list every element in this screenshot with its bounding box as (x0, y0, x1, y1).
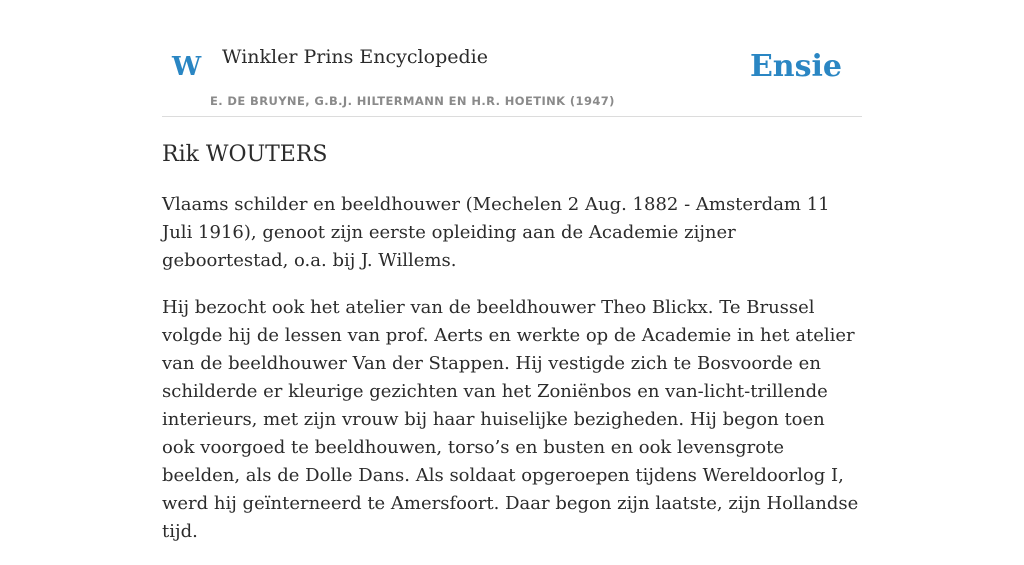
site-header (162, 0, 862, 117)
article-paragraph-1: Vlaams schilder en beeldhouwer (Mechelen 2 Aug. 1882 - Amsterdam 11 Juli 1916), genoot zijn eerste opleiding aan de Academie zijner geboortestad, o.a. bij J. Willems. (162, 193, 830, 271)
source-title[interactable]: Winkler Prins Encyclopedie (222, 46, 488, 68)
source-authors: E. DE BRUYNE, G.B.J. HILTERMANN EN H.R. HOETINK (1947) (210, 94, 615, 108)
article-body (162, 140, 862, 565)
article-paragraph-2: Hij bezocht ook het atelier van de beeldhouwer Theo Blickx. Te Brussel volgde hij de lessen van prof. Aerts en werkte op de Academie in het atelier van de beeldhouwer Van der Stappen. Hij vestigde zich te Bosvoorde en schilderde er kleurige gezichten van het Zoniënbos en van-licht-trillende interieurs, met zijn vrouw bij haar huiselijke bezigheden. Hij begon toen ook voorgoed te beeldhouwen, torso’s en busten en ook levensgrote beelden, als de Dolle Dans. Als soldaat opgeroepen tijdens Wereldoorlog I, werd hij geïnterneerd te Amersfoort. Daar begon zijn laatste, zijn Hollandse tijd. (162, 296, 859, 542)
ensie-logo[interactable]: Ensie (749, 49, 842, 84)
article-title: Rik WOUTERS (162, 142, 328, 167)
winkler-prins-logo[interactable]: W (172, 52, 202, 82)
